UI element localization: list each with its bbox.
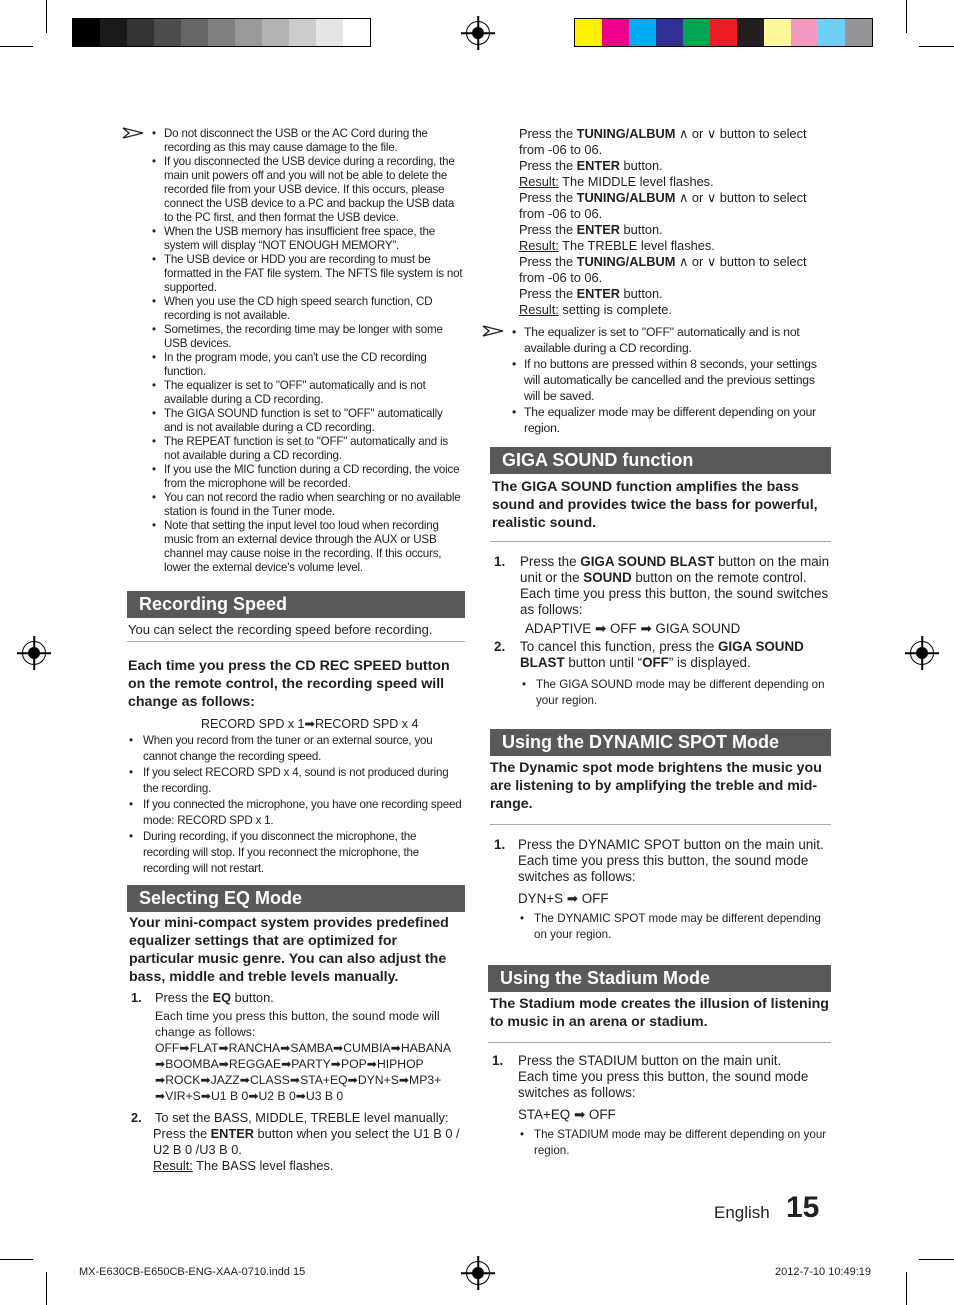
note-item: • The DYNAMIC SPOT mode may be different depending on your region. [518, 911, 831, 943]
arrow-right-icon: ➡ [573, 1107, 586, 1122]
process-color-bar [574, 18, 873, 47]
section-intro: You can select the recording speed before recording. [127, 618, 465, 642]
eq-mode-section [127, 885, 465, 1174]
note-icon [122, 126, 144, 140]
color-swatch [575, 19, 602, 46]
note-item: • The USB device or HDD you are recording to must be formatted in the FAT file system. The NFTS file system is not supported. [150, 253, 464, 295]
color-swatch [316, 19, 343, 46]
registration-mark-icon [466, 1261, 490, 1285]
sound-sequence: ADAPTIVE ➡ OFF ➡ GIGA SOUND [525, 621, 741, 636]
step-item: 2. To set the BASS, MIDDLE, TREBLE level manually: Press the ENTER button when you select the U1 B 0 / U2 B 0 /U3 B 0. Result: The BASS level flashes. [131, 1110, 460, 1173]
sound-sequence: DYN+S ➡ OFF [518, 891, 609, 906]
crop-mark [0, 1259, 33, 1260]
stadium-section [488, 965, 831, 1159]
note-item: • You can not record the radio when searching or no available station is found in the Tuner mode. [150, 491, 464, 519]
section-lead: Your mini-compact system provides predefined equalizer settings that are optimized for particular music genre. You can also adjust the bass, middle and treble levels manually. [129, 915, 449, 985]
crop-mark [46, 0, 47, 33]
color-swatch [818, 19, 845, 46]
date-slug: 2012-7-10 10:49:19 [775, 1266, 872, 1278]
note-item: • When the USB memory has insufficient free space, the system will display “NOT ENOUGH MEMORY”. [150, 225, 464, 253]
step-description: Each time you press this button, the sound mode will change as follows: [155, 1009, 440, 1039]
note-item: • When you record from the tuner or an external source, you cannot change the recording speed. [127, 733, 465, 765]
crop-mark [0, 46, 33, 47]
note-item: • The GIGA SOUND mode may be different depending on your region. [520, 677, 831, 709]
registration-mark-icon [466, 21, 490, 45]
adjust-instruction: Press the TUNING/ALBUM ∧ or ∨ button to select from -06 to 06. [519, 126, 807, 157]
arrow-right-icon: ➡ [304, 717, 315, 731]
color-swatch [235, 19, 262, 46]
color-swatch [181, 19, 208, 46]
section-heading: Selecting EQ Mode [127, 885, 465, 912]
crop-mark [906, 0, 907, 33]
note-item: • If no buttons are pressed within 8 seconds, your settings will automatically be cancelled and the previous settings will be saved. [510, 356, 832, 404]
color-swatch [791, 19, 818, 46]
result-line: Result: The TREBLE level flashes. [519, 238, 715, 253]
color-swatch [656, 19, 683, 46]
color-swatch [683, 19, 710, 46]
step-item: 1. Press the GIGA SOUND BLAST button on the main unit or the SOUND button on the remote control. Each time you press this button, the sound switches as follows: ADAPTIVE ➡ OFF ➡ GIGA SOUND [494, 554, 830, 636]
note-item: • The equalizer is set to "OFF" automatically and is not available during a CD recording. [150, 379, 464, 407]
result-line: Result: The MIDDLE level flashes. [519, 174, 714, 189]
file-slug: MX-E630CB-E650CB-ENG-XAA-0710.indd 15 [79, 1266, 306, 1278]
steps-list [127, 990, 465, 1174]
color-swatch [629, 19, 656, 46]
steps-list [490, 554, 831, 709]
note-item: • In the program mode, you can't use the CD recording function. [150, 351, 464, 379]
color-swatch [262, 19, 289, 46]
color-swatch [100, 19, 127, 46]
registration-mark-icon [910, 641, 934, 665]
chevron-down-icon: ∨ [706, 126, 717, 141]
note-item: • Sometimes, the recording time may be longer with some USB devices. [150, 323, 464, 351]
page-number: 15 [786, 1191, 820, 1224]
enter-instruction: Press the ENTER button. [519, 286, 663, 301]
color-swatch [154, 19, 181, 46]
color-swatch [737, 19, 764, 46]
section-heading: Using the Stadium Mode [488, 965, 831, 992]
recording-speed-section [127, 591, 465, 877]
chevron-up-icon: ∧ [679, 126, 689, 141]
note-item: • The equalizer is set to "OFF" automatically and is not available during a CD recording. [510, 324, 832, 356]
note-item: • During recording, if you disconnect the microphone, the recording will stop. If you reconnect the microphone, the recording will not restart. [127, 829, 465, 877]
notes-list [150, 127, 464, 575]
language-label: English [714, 1203, 770, 1222]
notes-list [510, 324, 832, 436]
color-swatch [127, 19, 154, 46]
arrow-right-icon: ➡ [594, 621, 607, 636]
steps-list [488, 1053, 831, 1159]
result-line: Result: setting is complete. [519, 302, 672, 317]
section-heading: Using the DYNAMIC SPOT Mode [490, 729, 831, 756]
section-lead: The Stadium mode creates the illusion of listening to music in an arena or stadium. [488, 992, 831, 1043]
chevron-up-icon: ∧ [679, 254, 689, 269]
crop-mark [919, 1259, 954, 1260]
grayscale-color-bar [72, 18, 371, 47]
dynamic-spot-section [490, 729, 831, 943]
note-item: • Do not disconnect the USB or the AC Cord during the recording as this may cause damage to the file. [150, 127, 464, 155]
color-swatch [710, 19, 737, 46]
enter-instruction: Press the ENTER button. [519, 222, 663, 237]
note-item: • The equalizer mode may be different depending on your region. [510, 404, 832, 436]
crop-mark [906, 1272, 907, 1305]
step-item: 1. Press the STADIUM button on the main unit. Each time you press this button, the sound mode switches as follows: STA+EQ ➡ OFF • The STADIUM mode may be different depending on your region. [488, 1053, 831, 1159]
eq-notes [510, 324, 832, 436]
arrow-right-icon: ➡ [566, 891, 578, 906]
speed-sequence: RECORD SPD x 1➡RECORD SPD x 4 [201, 717, 419, 731]
chevron-down-icon: ∨ [706, 254, 717, 269]
color-swatch [764, 19, 791, 46]
step-description: Each time you press this button, the sound mode switches as follows: [518, 853, 809, 884]
note-item: • The GIGA SOUND function is set to "OFF" automatically and is not available during a CD recording. [150, 407, 464, 435]
crop-mark [919, 46, 954, 47]
note-item: • If you use the MIC function during a CD recording, the voice from the microphone will be recorded. [150, 463, 464, 491]
section-heading: Recording Speed [127, 591, 465, 618]
steps-list [490, 837, 831, 943]
adjust-instruction: Press the TUNING/ALBUM ∧ or ∨ button to select from -06 to 06. [519, 190, 807, 221]
step-item: 2. To cancel this function, press the GIGA SOUND BLAST button until “OFF” is displayed. • The GIGA SOUND mode may be different depending on your region. [490, 639, 831, 709]
note-item: • If you connected the microphone, you have one recording speed mode: RECORD SPD x 1. [127, 797, 465, 829]
note-item: • If you disconnected the USB device during a recording, the main unit powers off and you will not be able to delete the recorded file from your USB device. If this occurs, please connect the USB device to a PC and backup the USB data to the PC first, and then format the USB device. [150, 155, 464, 225]
chevron-down-icon: ∨ [706, 190, 717, 205]
color-swatch [602, 19, 629, 46]
chevron-up-icon: ∧ [679, 190, 689, 205]
color-swatch [208, 19, 235, 46]
note-item: • The STADIUM mode may be different depending on your region. [518, 1127, 831, 1159]
giga-sound-section [490, 447, 831, 709]
recording-notes [150, 127, 464, 575]
section-lead: The GIGA SOUND function amplifies the bass sound and provides twice the bass for powerful, realistic sound. [490, 474, 831, 542]
note-item: • If you select RECORD SPD x 4, sound is not produced during the recording. [127, 765, 465, 797]
enter-instruction: Press the ENTER button. [519, 158, 663, 173]
color-swatch [845, 19, 872, 46]
crop-mark [46, 1272, 47, 1305]
notes-list [127, 733, 465, 877]
color-swatch [343, 19, 370, 46]
step-item: 1. Press the DYNAMIC SPOT button on the main unit. Each time you press this button, the sound mode switches as follows: DYN+S ➡ OFF • The DYNAMIC SPOT mode may be different depending on your region. [490, 837, 831, 943]
registration-mark-icon [22, 641, 46, 665]
adjust-instruction: Press the TUNING/ALBUM ∧ or ∨ button to select from -06 to 06. [519, 254, 807, 285]
mode-sequence: OFF➡FLAT➡RANCHA➡SAMBA➡CUMBIA➡HABANA ➡BOOMBA➡REGGAE➡PARTY➡POP➡HIPHOP ➡ROCK➡JAZZ➡CLASS➡STA+EQ➡DYN+S➡MP3+ ➡VIR+S➡U1 B 0➡U2 B 0➡U3 B 0 [155, 1041, 451, 1103]
section-heading: GIGA SOUND function [490, 447, 831, 474]
note-item: • The REPEAT function is set to "OFF" automatically and is not available during a CD recording. [150, 435, 464, 463]
color-swatch [289, 19, 316, 46]
sound-sequence: STA+EQ ➡ OFF [518, 1107, 616, 1122]
note-item: • When you use the CD high speed search function, CD recording is not available. [150, 295, 464, 323]
note-item: • Note that setting the input level too loud when recording music from an external device through the AUX or USB channel may cause noise in the recording. If this occurs, lower the external device's volume level. [150, 519, 464, 575]
eq-continued [519, 126, 831, 318]
arrow-right-icon: ➡ [640, 621, 652, 636]
step-item: 1. Press the EQ button. Each time you press this button, the sound mode will change as follows: OFF➡FLAT➡RANCHA➡SAMBA➡CUMBIA➡HABANA ➡BOOMBA➡REGGAE➡PARTY➡POP➡HIPHOP ➡ROCK➡JAZZ➡CLASS➡STA+EQ➡DYN+S➡MP3+ ➡VIR+S➡U1 B 0➡U2 B 0➡U3 B 0 [127, 990, 465, 1104]
note-icon [482, 324, 504, 338]
section-lead: Each time you press the CD REC SPEED button on the remote control, the recording speed will change as follows: [128, 658, 450, 710]
section-lead: The Dynamic spot mode brightens the music you are listening to by amplifying the treble and mid-range. [490, 756, 831, 825]
step-description: Each time you press this button, the sound mode switches as follows: [518, 1069, 809, 1100]
color-swatch [73, 19, 100, 46]
